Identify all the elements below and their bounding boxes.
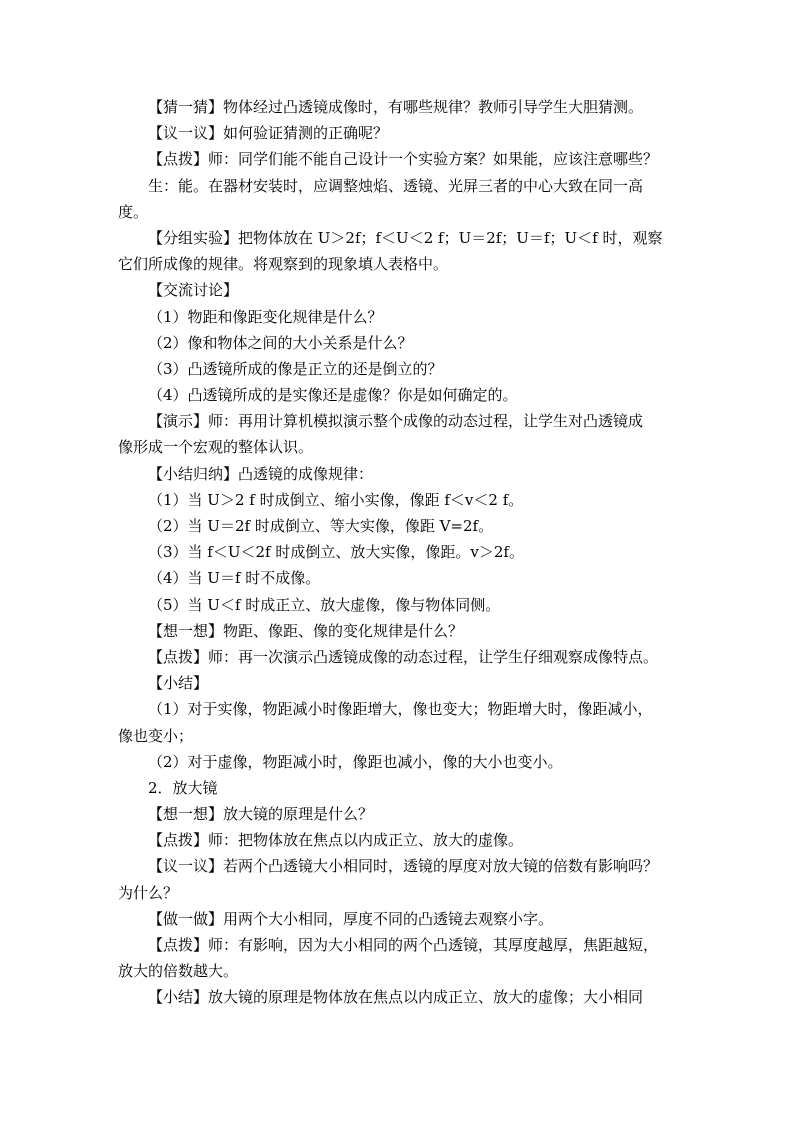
text-line: （3）凸透镜所成的像是正立的还是倒立的？ xyxy=(148,359,443,378)
text-line: 【想一想】物距、像距、像的变化规律是什么？ xyxy=(148,621,464,640)
text-line: 【小结】放大镜的原理是物体放在焦点以内成正立、放大的虚像；大小相同 xyxy=(148,988,644,1007)
text-line: 【议一议】如何验证猜测的正确呢？ xyxy=(148,124,389,143)
text-line: 【点拨】师：同学们能不能自己设计一个实验方案？如果能，应该注意哪些？ xyxy=(148,150,659,169)
text-line: 【想一想】放大镜的原理是什么？ xyxy=(148,805,374,824)
text-line: 【小结】 xyxy=(148,674,209,693)
text-line: （1）当 U＞2 f 时成倒立、缩小实像，像距 f＜v＜2 f。 xyxy=(148,490,524,509)
text-line: 【点拨】师：把物体放在焦点以内成正立、放大的虚像。 xyxy=(148,831,524,850)
document-page xyxy=(118,94,678,1011)
text-line: 【做一做】用两个大小相同，厚度不同的凸透镜去观察小字。 xyxy=(148,909,554,928)
text-line: 【小结归纳】凸透镜的成像规律： xyxy=(148,464,374,483)
text-line: （4）当 U＝f 时不成像。 xyxy=(148,569,321,588)
text-line: （2）对于虚像，物距减小时，像距也减小，像的大小也变小。 xyxy=(148,752,563,771)
text-line: 【交流讨论】 xyxy=(148,281,239,300)
text-line: （2）当 U＝2f 时成倒立、等大实像，像距 V=2f。 xyxy=(148,517,494,535)
text-line: 生：能。在器材安装时，应调整烛焰、透镜、光屏三者的中心大致在同一高 xyxy=(148,176,644,195)
text-line: （4）凸透镜所成的是实像还是虚像？你是如何确定的。 xyxy=(148,386,518,405)
text-line: （5）当 U＜f 时成正立、放大虚像，像与物体同侧。 xyxy=(148,595,501,614)
text-line: 【点拨】师：再一次演示凸透镜成像的动态过程，让学生仔细观察成像特点。 xyxy=(148,647,659,666)
text-line: 2．放大镜 xyxy=(148,778,218,797)
text-line: 【议一议】若两个凸透镜大小相同时，透镜的厚度对放大镜的倍数有影响吗？ xyxy=(148,857,659,876)
text-line: 像也变小； xyxy=(118,726,194,745)
text-line: （1）对于实像，物距减小时像距增大，像也变大；物距增大时，像距减小， xyxy=(148,700,653,719)
text-line: 像形成一个宏观的整体认识。 xyxy=(118,438,314,457)
text-line: 【分组实验】把物体放在 U＞2f；f＜U＜2 f；U＝2f；U＝f；U＜f 时，观察 xyxy=(148,228,663,247)
text-line: （3）当 f＜U＜2f 时成倒立、放大实像，像距。v＞2f。 xyxy=(148,543,524,562)
text-line: 【点拨】师：有影响，因为大小相同的两个凸透镜，其厚度越厚，焦距越短， xyxy=(148,936,659,954)
text-line: （2）像和物体之间的大小关系是什么？ xyxy=(148,333,413,352)
text-line: 放大的倍数越大。 xyxy=(118,962,239,981)
text-line: 为什么？ xyxy=(118,883,179,902)
text-line: 它们所成像的规律。将观察到的现象填人表格中。 xyxy=(118,255,449,274)
text-line: 【猜一猜】物体经过凸透镜成像时，有哪些规律？教师引导学生大胆猜测。 xyxy=(148,98,644,116)
text-line: 【演示】师：再用计算机模拟演示整个成像的动态过程，让学生对凸透镜成 xyxy=(148,412,644,431)
text-line: （1）物距和像距变化规律是什么？ xyxy=(148,307,383,326)
text-line: 度。 xyxy=(118,202,149,221)
